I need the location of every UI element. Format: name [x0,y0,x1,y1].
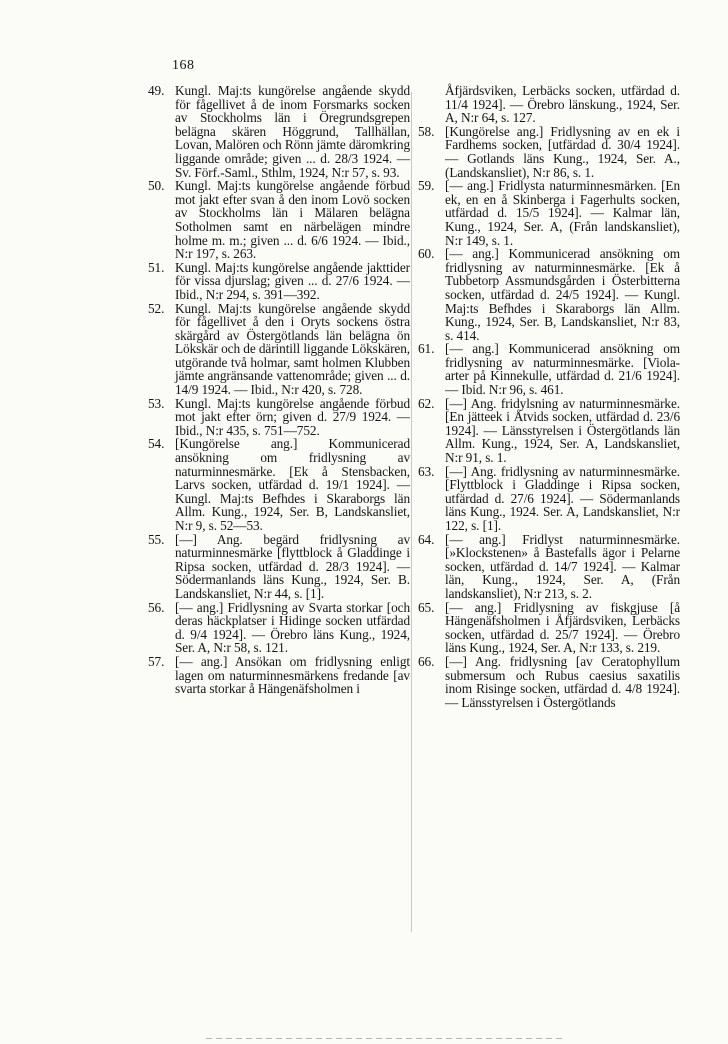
entry-number: 62. [418,395,435,411]
entry-text: [— ang.] Fridlysta naturminnesmärken. [En ek, en en å Skinberga i Fagerhults socken, utfärdad d. 15/5 1924]. — Kalmar län, Kung., 1924, Ser. A, (Från landskansliet), N:r 149, s. 1. [445,178,680,248]
entry-50 [148,179,410,261]
entry-text: [— ang.] Kommunicerad ansökning om fridlysning av naturminnesmärke. [Ek å Tubbetorp Assmundsgården i Österbitterna socken, utfärdad d. 24/5 1924]. — Kungl. Maj:ts Befhdes i Skaraborgs län Allm. Kung., 1924, Ser. B, Landskansliet, N:r 83, s. 414. [445,246,680,343]
entry-text: [— ang.] Fridlysning av Svarta storkar [och deras häckplatser i Hidinge socken utfärdad d. 9/4 1924]. — Örebro läns Kung., 1924, Ser. A, N:r 58, s. 121. [175,599,410,656]
entry-text: [— ang.] Fridlyst naturminnesmärke. [»Klockstenen» å Bastefalls ägor i Pelarne socken, utfärdad d. 14/7 1924]. — Kalmar län, Kung., 1924, Ser. A, (Från landskansliet), N:r 213, s. 2. [445,531,680,601]
entry-55 [148,533,410,601]
entry-number: 52. [148,300,165,316]
entry-56 [148,601,410,655]
entry-64 [418,533,680,601]
entry-text: [— ang.] Kommunicerad ansökning om fridlysning av naturminnesmärke. [Viola-arter på Kinnekulle, utfärdad d. 21/6 1924]. — Ibid. N:r 96, s. 461. [445,341,680,398]
entry-text: [—] Ang. fridylsning av naturminnesmärke. [En jätteek i Åtvids socken, utfärdad d. 23/6 1924]. — Länsstyrelsen i Östergötlands län Allm. Kung., 1924, Ser. A, Landskansliet, N:r 91, s. 1. [445,395,680,466]
entry-61 [418,342,680,396]
entry-number: 57. [148,653,165,669]
entry-number: 59. [418,178,435,194]
left-column [148,84,410,696]
entry-number: 58. [418,123,435,139]
entry-51 [148,261,410,302]
entry-54 [148,437,410,532]
entry-52 [148,302,410,397]
entry-number: 55. [148,531,165,547]
entry-text: [—] Ang. begärd fridlysning av naturminnesmärke [flyttblock å Gladdinge i Ripsa socken, utfärdad d. 28/3 1924]. — Södermanlands läns Kung., 1924, Ser. B. Landskansliet, N:r 44, s. [1]. [175,531,410,601]
entry-number: 53. [148,395,165,411]
entry-60 [418,247,680,342]
entry-text: Kungl. Maj:ts kungörelse angående skydd för fågellivet å de inom Forsmarks socken av Stockholms län i Öregrundsgrepen belägna skären Höggrund, Tallhällan, Lovan, Malören och Rönn jämte däromkring liggande område; given ... d. 28/3 1924. — Sv. Förf.-Saml., Sthlm, 1924, N:r 57, s. 93. [175,83,410,180]
bottom-dashed-rule [206,1038,566,1039]
entry-58 [418,125,680,179]
entry-number: 50. [148,178,165,194]
entry-number: 64. [418,531,435,547]
entry-66 [418,655,680,709]
entry-text: [— ang.] Fridlysning av fiskgjuse [å Hängenäfsholmen i Åfjärdsviken, Lerbäcks socken, utfärdad d. 25/7 1924]. — Örebro läns Kung., 1924, Ser. A, N:r 133, s. 219. [445,599,680,656]
entry-59 [418,179,680,247]
entry-63 [418,465,680,533]
entry-57 [148,655,410,696]
entry-number: 61. [418,341,435,357]
entry-text: [Kungörelse ang.] Fridlysning av en ek i Fardhems socken, [utfärdad d. 30/4 1924]. — Gotlands läns Kung., 1924, Ser. A., (Landskansliet), N:r 86, s. 1. [445,123,680,180]
entry-number: 51. [148,259,165,275]
entry-text: Kungl. Maj:ts kungörelse angående förbud mot jakt efter örn; given d. 27/9 1924. — Ibid., N:r 435, s. 751—752. [175,395,410,438]
column-divider [411,92,412,932]
entry-text: [— ang.] Ansökan om fridlysning enligt lagen om naturminnesmärkens fredande [av svarta storkar å Hängenäfsholmen i [175,653,410,697]
entry-62 [418,397,680,465]
page-number: 168 [172,58,195,73]
entry-number: 63. [418,463,435,479]
entry-49 [148,84,410,179]
entry-text: [—] Ang. fridlysning av naturminnesmärke. [Flyttblock i Gladdinge i Ripsa socken, utfärdad d. 27/6 1924]. — Södermanlands läns Kung., 1924. Ser. A, Landskansliet, N:r 122, s. [1]. [445,463,680,533]
entry-number: 54. [148,436,165,452]
entry-number: 65. [418,599,435,615]
entry-57-continuation [418,84,680,125]
entry-text: Åfjärdsviken, Lerbäcks socken, utfärdad d. 11/4 1924]. — Örebro länskung., 1924, Ser. A, N:r 64, s. 127. [445,83,680,126]
entry-text: Kungl. Maj:ts kungörelse angående skydd för fågellivet å den i Oryts sockens östra skärgård av Östergötlands län belägna ön Lökskär och de därintill liggande Lökskären, utgörande två holmar, samt holmen Klubben jämte angränsande vattenområde; given ... d. 14/9 1924. — Ibid., N:r 420, s. 728. [175,300,410,398]
entry-number: 60. [418,246,435,262]
entry-text: [—] Ang. fridlysning [av Ceratophyllum submersum och Rubus caesius saxatilis inom Risinge socken, utfärdad d. 4/8 1924]. — Länsstyrelsen i Östergötlands [445,653,680,710]
entry-text: Kungl. Maj:ts kungörelse angående förbud mot jakt efter svan å den inom Lovö socken av Stockholms län i Mälaren belägna Sotholmen samt en närbelägen mindre holme m. m.; given ... d. 6/6 1924. — Ibid., N:r 197, s. 263. [175,178,410,262]
entry-text: Kungl. Maj:ts kungörelse angående jakttider för vissa djurslag; given ... d. 27/6 1924. — Ibid., N:r 294, s. 391—392. [175,259,410,302]
entry-number: 56. [148,599,165,615]
entry-number: 49. [148,83,165,98]
entry-65 [418,601,680,655]
entry-number: 66. [418,653,435,669]
right-column [418,84,680,709]
entry-53 [148,397,410,438]
entry-text: [Kungörelse ang.] Kommunicerad ansökning om fridlysning av naturminnesmärke. [Ek å Stensbacken, Larvs socken, utfärdad d. 19/1 1924]. — Kungl. Maj:ts Befhdes i Skaraborgs län Allm. Kung., 1924, Ser. B, Landskansliet, N:r 9, s. 52—53. [175,436,410,533]
